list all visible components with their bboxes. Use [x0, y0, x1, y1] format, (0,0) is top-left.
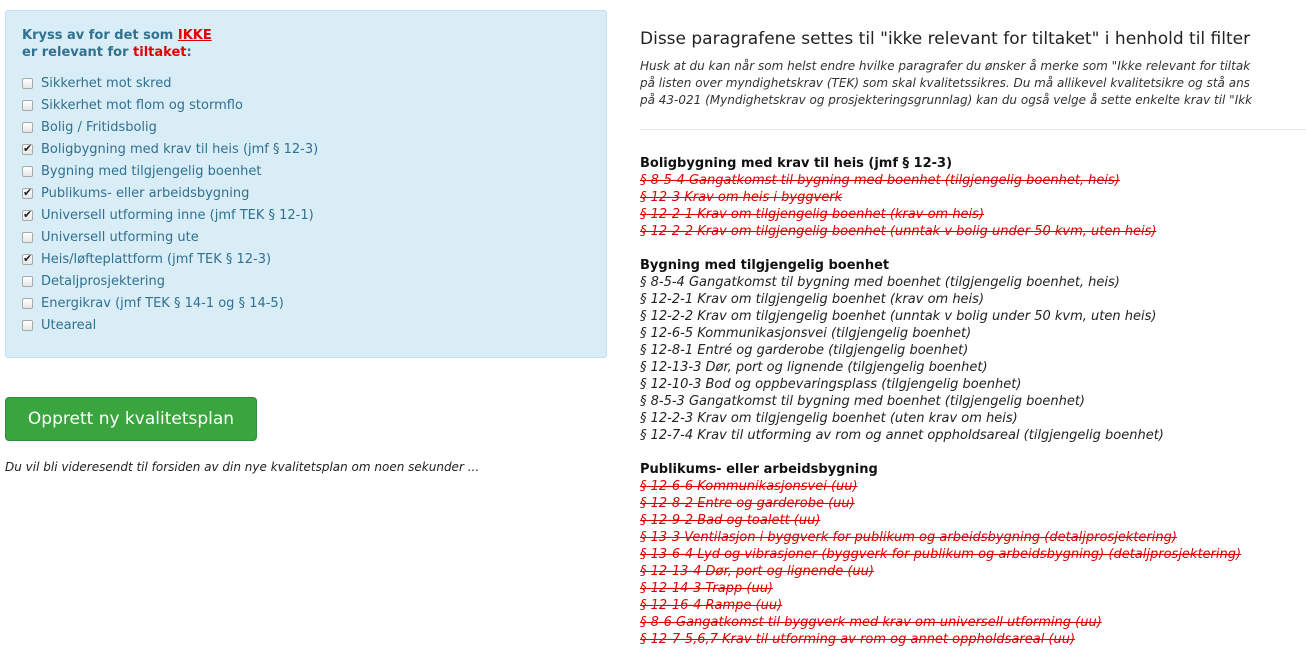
paragraph-item-struck: § 12-9-2 Bad og toalett (uu) — [640, 513, 821, 528]
filter-option[interactable] — [22, 270, 318, 292]
intro-line: på 43-021 (Myndighetskrav og prosjekteringsgrunnlag) kan du også velge å sette enkelte krav til "Ikk — [640, 93, 1253, 107]
paragraph-item-struck: § 12-6-6 Kommunikasjonsvei (uu) — [640, 479, 858, 494]
checkbox-checked[interactable] — [22, 144, 33, 155]
filter-panel — [5, 10, 607, 358]
filter-heading-line2-suffix: : — [186, 45, 192, 60]
create-quality-plan-button[interactable]: Opprett ny kvalitetsplan — [5, 397, 257, 441]
paragraph-item: § 12-2-3 Krav om tilgjengelig boenhet (uten krav om heis) — [640, 411, 1018, 426]
filter-option-label[interactable]: Universell utforming ute — [41, 229, 199, 245]
filter-option[interactable] — [22, 226, 318, 248]
redirect-note: Du vil bli videresendt til forsiden av din nye kvalitetsplan om noen sekunder ... — [5, 460, 480, 474]
filter-option[interactable] — [22, 72, 318, 94]
checkbox-unchecked[interactable] — [22, 276, 33, 287]
filter-option[interactable] — [22, 204, 318, 226]
paragraph-item-struck: § 12-13-4 Dør, port og lignende (uu) — [640, 564, 874, 579]
intro-text — [640, 58, 1306, 109]
paragraph-item-struck: § 12-7-5,6,7 Krav til utforming av rom og annet oppholdsareal (uu) — [640, 632, 1076, 647]
filter-option[interactable] — [22, 314, 318, 336]
paragraph-item-struck: § 12-2-2 Krav om tilgjengelig boenhet (unntak v bolig under 50 kvm, uten heis) — [640, 224, 1157, 239]
divider — [640, 129, 1306, 130]
paragraph-item-struck: § 13-3 Ventilasjon i byggverk for publikum og arbeidsbygning (detaljprosjektering) — [640, 530, 1177, 545]
filter-option[interactable] — [22, 94, 318, 116]
paragraph-item: § 12-13-3 Dør, port og lignende (tilgjengelig boenhet) — [640, 360, 988, 375]
filter-option[interactable] — [22, 182, 318, 204]
intro-line: på listen over myndighetskrav (TEK) som skal kvalitetssikres. Du må allikevel kvalitetsikre og stå ans — [640, 76, 1250, 90]
filter-option[interactable] — [22, 138, 318, 160]
filter-option[interactable] — [22, 160, 318, 182]
intro-line: Husk at du kan når som helst endre hvilke paragrafer du ønsker å merke som "Ikke relevant for tiltak — [640, 59, 1251, 73]
paragraph-item: § 12-10-3 Bod og oppbevaringsplass (tilgjengelig boenhet) — [640, 377, 1022, 392]
paragraph-item-struck: § 12-3 Krav om heis i byggverk — [640, 190, 843, 205]
panel-title: Disse paragrafene settes til "ikke relevant for tiltaket" i henhold til filter — [640, 29, 1251, 49]
group-title: Bygning med tilgjengelig boenhet — [640, 258, 890, 273]
filter-option-label[interactable]: Bygning med tilgjengelig boenhet — [41, 163, 262, 179]
paragraph-item-struck: § 12-16-4 Rampe (uu) — [640, 598, 783, 613]
filter-option-label[interactable]: Heis/løfteplattform (jmf TEK § 12-3) — [41, 251, 272, 267]
filter-heading — [22, 27, 212, 61]
paragraph-item-struck: § 12-8-2 Entre og garderobe (uu) — [640, 496, 855, 511]
checkbox-unchecked[interactable] — [22, 122, 33, 133]
paragraph-item-struck: § 12-2-1 Krav om tilgjengelig boenhet (krav om heis) — [640, 207, 985, 222]
filter-option-label[interactable]: Publikums- eller arbeidsbygning — [41, 185, 250, 201]
filter-heading-tiltaket: tiltaket — [133, 45, 187, 60]
paragraph-item: § 12-2-1 Krav om tilgjengelig boenhet (krav om heis) — [640, 292, 985, 307]
paragraph-item: § 12-6-5 Kommunikasjonsvei (tilgjengelig boenhet) — [640, 326, 972, 341]
group-title: Boligbygning med krav til heis (jmf § 12-3) — [640, 156, 953, 171]
filter-option-label[interactable]: Sikkerhet mot flom og stormflo — [41, 97, 243, 113]
filter-option-label[interactable]: Boligbygning med krav til heis (jmf § 12-3) — [41, 141, 319, 157]
filter-option-label[interactable]: Energikrav (jmf TEK § 14-1 og § 14-5) — [41, 295, 284, 311]
filter-heading-line1-prefix: Kryss av for det som — [22, 28, 178, 43]
filter-heading-line2-prefix: er relevant for — [22, 45, 134, 60]
filter-option[interactable] — [22, 116, 318, 138]
checkbox-checked[interactable] — [22, 254, 33, 265]
filter-option-label[interactable]: Detaljprosjektering — [41, 273, 166, 289]
paragraph-item-struck: § 13-6-4 Lyd og vibrasjoner (byggverk for publikum og arbeidsbygning) (detaljprosjektering) — [640, 547, 1242, 562]
paragraph-item: § 12-7-4 Krav til utforming av rom og annet oppholdsareal (tilgjengelig boenhet) — [640, 428, 1164, 443]
filter-checkbox-list — [22, 72, 318, 336]
filter-option-label[interactable]: Uteareal — [41, 317, 97, 333]
filter-option-label[interactable]: Bolig / Fritidsbolig — [41, 119, 157, 135]
checkbox-unchecked[interactable] — [22, 78, 33, 89]
paragraph-group — [640, 257, 1164, 444]
paragraph-item-struck: § 12-14-3 Trapp (uu) — [640, 581, 774, 596]
checkbox-unchecked[interactable] — [22, 232, 33, 243]
paragraph-item: § 8-5-4 Gangatkomst til bygning med boenhet (tilgjengelig boenhet, heis) — [640, 275, 1120, 290]
paragraph-group — [640, 155, 1156, 240]
paragraph-item: § 8-5-3 Gangatkomst til bygning med boenhet (tilgjengelig boenhet) — [640, 394, 1085, 409]
checkbox-checked[interactable] — [22, 210, 33, 221]
checkbox-unchecked[interactable] — [22, 320, 33, 331]
filter-option-label[interactable]: Sikkerhet mot skred — [41, 75, 172, 91]
paragraph-item-struck: § 8-6 Gangatkomst til byggverk med krav om universell utforming (uu) — [640, 615, 1102, 630]
paragraph-item: § 12-8-1 Entré og garderobe (tilgjengelig boenhet) — [640, 343, 969, 358]
filter-option[interactable] — [22, 248, 318, 270]
checkbox-unchecked[interactable] — [22, 298, 33, 309]
irrelevant-paragraphs-panel — [640, 0, 1306, 649]
paragraph-item-struck: § 8-5-4 Gangatkomst til bygning med boenhet (tilgjengelig boenhet, heis) — [640, 173, 1120, 188]
paragraph-item: § 12-2-2 Krav om tilgjengelig boenhet (unntak v bolig under 50 kvm, uten heis) — [640, 309, 1157, 324]
checkbox-checked[interactable] — [22, 188, 33, 199]
paragraph-group — [640, 461, 1241, 648]
group-title: Publikums- eller arbeidsbygning — [640, 462, 878, 477]
filter-option-label[interactable]: Universell utforming inne (jmf TEK § 12-1) — [41, 207, 314, 223]
checkbox-unchecked[interactable] — [22, 100, 33, 111]
filter-heading-ikke: IKKE — [177, 28, 212, 43]
checkbox-unchecked[interactable] — [22, 166, 33, 177]
filter-option[interactable] — [22, 292, 318, 314]
